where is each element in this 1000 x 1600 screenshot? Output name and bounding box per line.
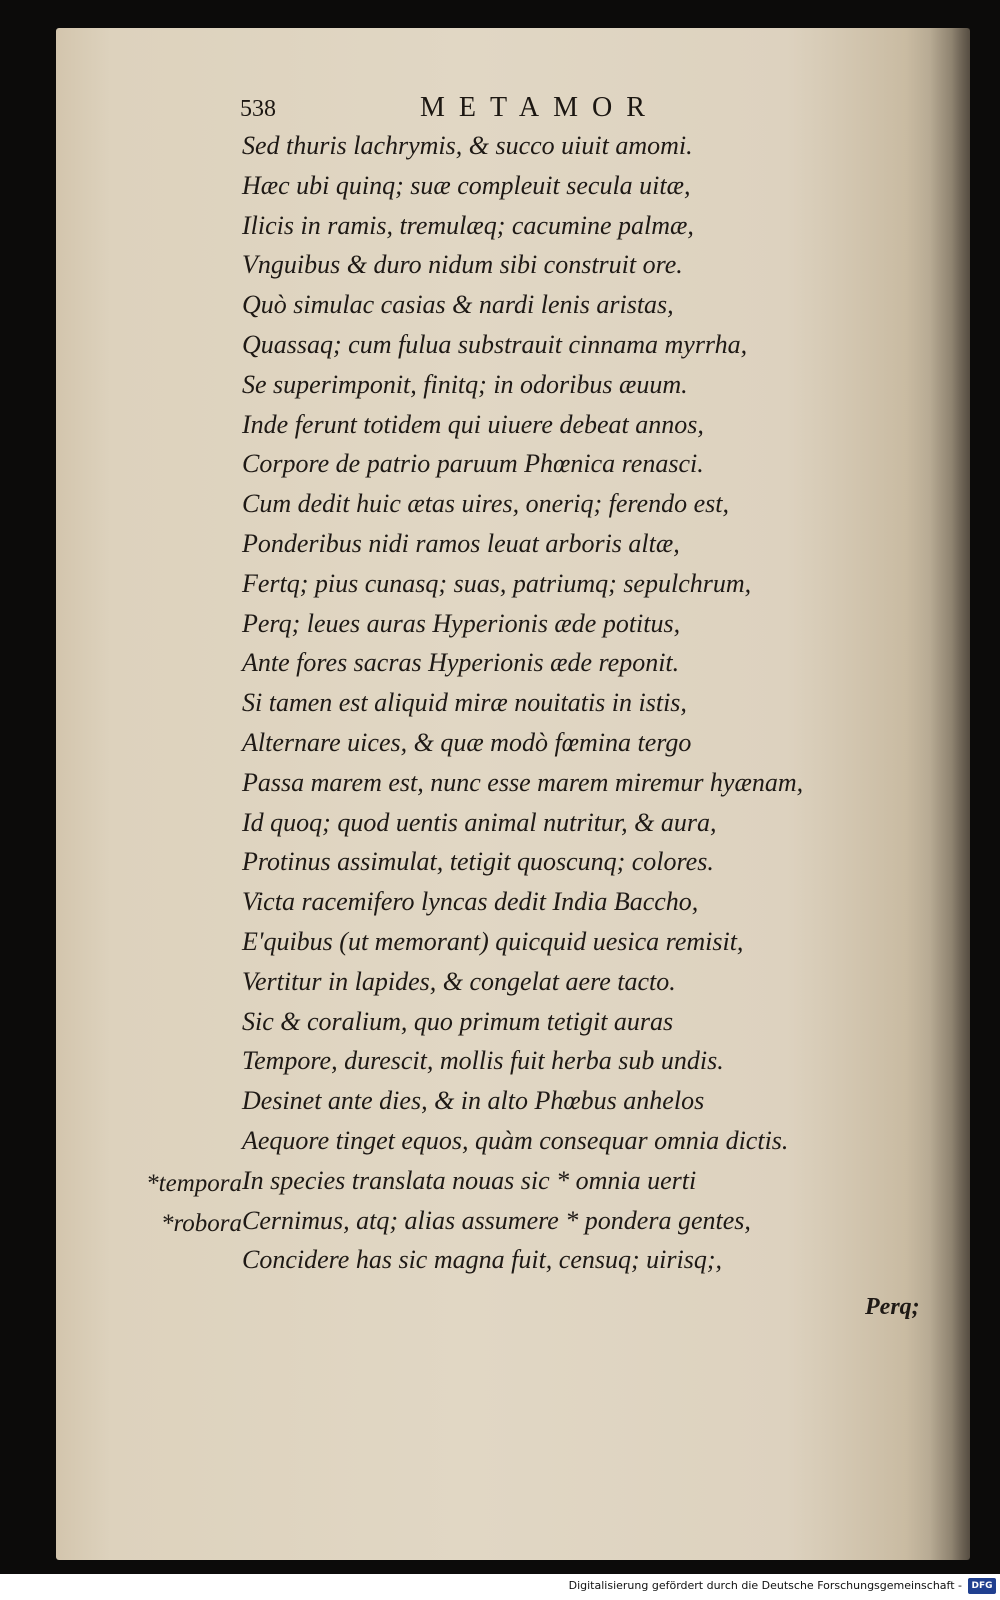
verse-line: Aequore tinget equos, quàm consequar omnia dictis. <box>242 1125 789 1155</box>
verse-line: Ante fores sacras Hyperionis æde reponit. <box>242 648 680 678</box>
page-number: 538 <box>240 96 276 122</box>
verse-line: Quò simulac casias & nardi lenis aristas, <box>242 290 674 320</box>
verse-line: Si tamen est aliquid miræ nouitatis in istis, <box>242 688 687 718</box>
verse-line: Perq; leues auras Hyperionis æde potitus, <box>242 608 681 638</box>
verse-line: Sed thuris lachrymis, & succo uiuit amomi. <box>242 131 693 160</box>
verse-line: Ilicis in ramis, tremulæq; cacumine palmæ, <box>242 210 694 240</box>
verse-line: Passa marem est, nunc esse marem miremur hyænam, <box>242 767 804 797</box>
verse-line: Corpore de patrio paruum Phœnica renasci. <box>242 449 704 479</box>
margin-notes <box>112 1164 242 1244</box>
verse-line: In species translata nouas sic * omnia uerti <box>242 1165 697 1195</box>
funding-credit: Digitalisierung gefördert durch die Deutsche Forschungsgemeinschaft - <box>568 1579 962 1592</box>
margin-note-robora: *robora <box>160 1209 242 1237</box>
verse-line: Alternare uices, & quæ modò fœmina tergo <box>242 727 692 757</box>
verse-line: Quassaq; cum fulua substrauit cinnama myrrha, <box>242 329 748 359</box>
verse-line: Cum dedit huic ætas uires, oneriq; ferendo est, <box>242 489 729 519</box>
footer-bar <box>0 1574 1000 1600</box>
verse-line: Tempore, durescit, mollis fuit herba sub undis. <box>242 1046 724 1076</box>
verse-line: E'quibus (ut memorant) quicquid uesica remisit, <box>242 926 744 956</box>
verse-line: Desinet ante dies, & in alto Phœbus anhelos <box>242 1086 705 1116</box>
verse-line: Inde ferunt totidem qui uiuere debeat annos, <box>242 409 704 439</box>
verse-line: Hæc ubi quinq; suæ compleuit secula uitæ, <box>242 170 691 200</box>
verse-line: Ponderibus nidi ramos leuat arboris altæ, <box>242 528 680 558</box>
verse-line: Vnguibus & duro nidum sibi construit ore. <box>242 250 683 280</box>
verse-line: Id quoq; quod uentis animal nutritur, & aura, <box>242 807 717 837</box>
verse-line: Victa racemifero lyncas dedit India Baccho, <box>242 887 699 917</box>
verse-text <box>242 126 862 1280</box>
verse-line: Concidere has sic magna fuit, censuq; uirisq;, <box>242 1245 722 1275</box>
running-head: METAMOR <box>420 92 659 123</box>
verse-line: Fertq; pius cunasq; suas, patriumq; sepulchrum, <box>242 568 752 598</box>
verse-line: Cernimus, atq; alias assumere * pondera gentes, <box>242 1205 751 1235</box>
verse-line: Sic & coralium, quo primum tetigit auras <box>242 1006 674 1036</box>
verse-line: Se superimponit, finitq; in odoribus æuum. <box>242 369 688 399</box>
verse-line: Protinus assimulat, tetigit quoscunq; colores. <box>242 847 714 877</box>
dfg-logo-icon: DFG <box>968 1578 996 1594</box>
verse-line: Vertitur in lapides, & congelat aere tacto. <box>242 966 676 996</box>
catchword: Perq; <box>865 1294 920 1320</box>
page-gutter-shadow <box>930 28 970 1560</box>
margin-note-tempora: *tempora <box>146 1170 242 1197</box>
